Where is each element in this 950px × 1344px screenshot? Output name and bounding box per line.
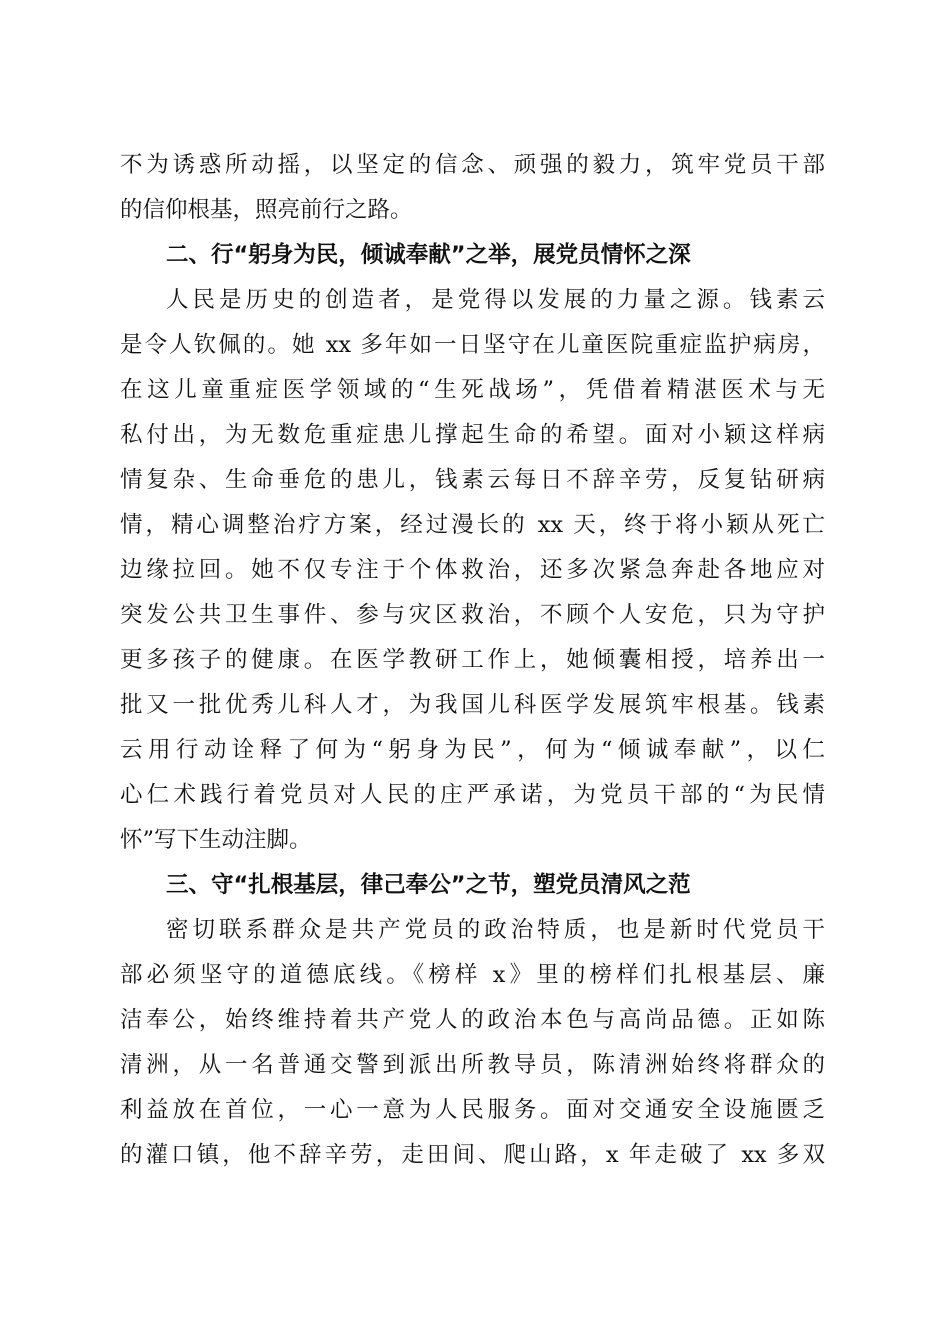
para2-line: 是令人钦佩的。她 xx 多年如一日坚守在儿童医院重症监护病房， [120, 332, 825, 358]
para2-line: 情，精心调整治疗方案，经过漫长的 xx 天，终于将小颖从死亡 [120, 512, 825, 538]
para2-line: 边缘拉回。她不仅专注于个体救治，还多次紧急奔赴各地应对 [120, 557, 825, 583]
para2-line: 私付出，为无数危重症患儿撑起生命的希望。面对小颖这样病 [120, 422, 825, 448]
para2-line: 心仁术践行着党员对人民的庄严承诺，为党员干部的“为民情 [120, 782, 825, 808]
para2-line: 人民是历史的创造者，是党得以发展的力量之源。钱素云 [166, 287, 825, 313]
para2-line: 在这儿童重症医学领域的“生死战场”，凭借着精湛医术与无 [120, 377, 825, 403]
para2-line: 怀”写下生动注脚。 [120, 827, 312, 853]
para2-line: 更多孩子的健康。在医学教研工作上，她倾囊相授，培养出一 [120, 647, 825, 673]
para3-line: 洁奉公，始终维持着共产党人的政治本色与高尚品德。正如陈 [120, 1007, 825, 1033]
document-body [120, 143, 825, 1178]
section-heading-3: 三、守“扎根基层，律己奉公”之节，塑党员清风之范 [166, 872, 691, 898]
para2-line: 云用行动诠释了何为“躬身为民”，何为“倾诚奉献”，以仁 [120, 737, 825, 763]
para3-line: 的灌口镇，他不辞辛劳，走田间、爬山路，x 年走破了 xx 多双 [120, 1142, 825, 1168]
para2-line: 批又一批优秀儿科人才，为我国儿科医学发展筑牢根基。钱素 [120, 692, 825, 718]
para3-line: 利益放在首位，一心一意为人民服务。面对交通安全设施匮乏 [120, 1097, 825, 1123]
para2-line: 突发公共卫生事件、参与灾区救治，不顾个人安危，只为守护 [120, 602, 825, 628]
para3-line: 清洲，从一名普通交警到派出所教导员，陈清洲始终将群众的 [120, 1052, 825, 1078]
para3-line: 密切联系群众是共产党员的政治特质，也是新时代党员干 [166, 917, 825, 943]
para2-line: 情复杂、生命垂危的患儿，钱素云每日不辞辛劳，反复钻研病 [120, 467, 825, 493]
section-heading-2: 二、行“躬身为民，倾诚奉献”之举，展党员情怀之深 [166, 242, 691, 268]
para1-line: 不为诱惑所动摇，以坚定的信念、顽强的毅力，筑牢党员干部 [120, 152, 825, 178]
para3-line: 部必须坚守的道德底线。《榜样 x》里的榜样们扎根基层、廉 [120, 962, 825, 988]
para1-line: 的信仰根基，照亮前行之路。 [120, 197, 413, 223]
